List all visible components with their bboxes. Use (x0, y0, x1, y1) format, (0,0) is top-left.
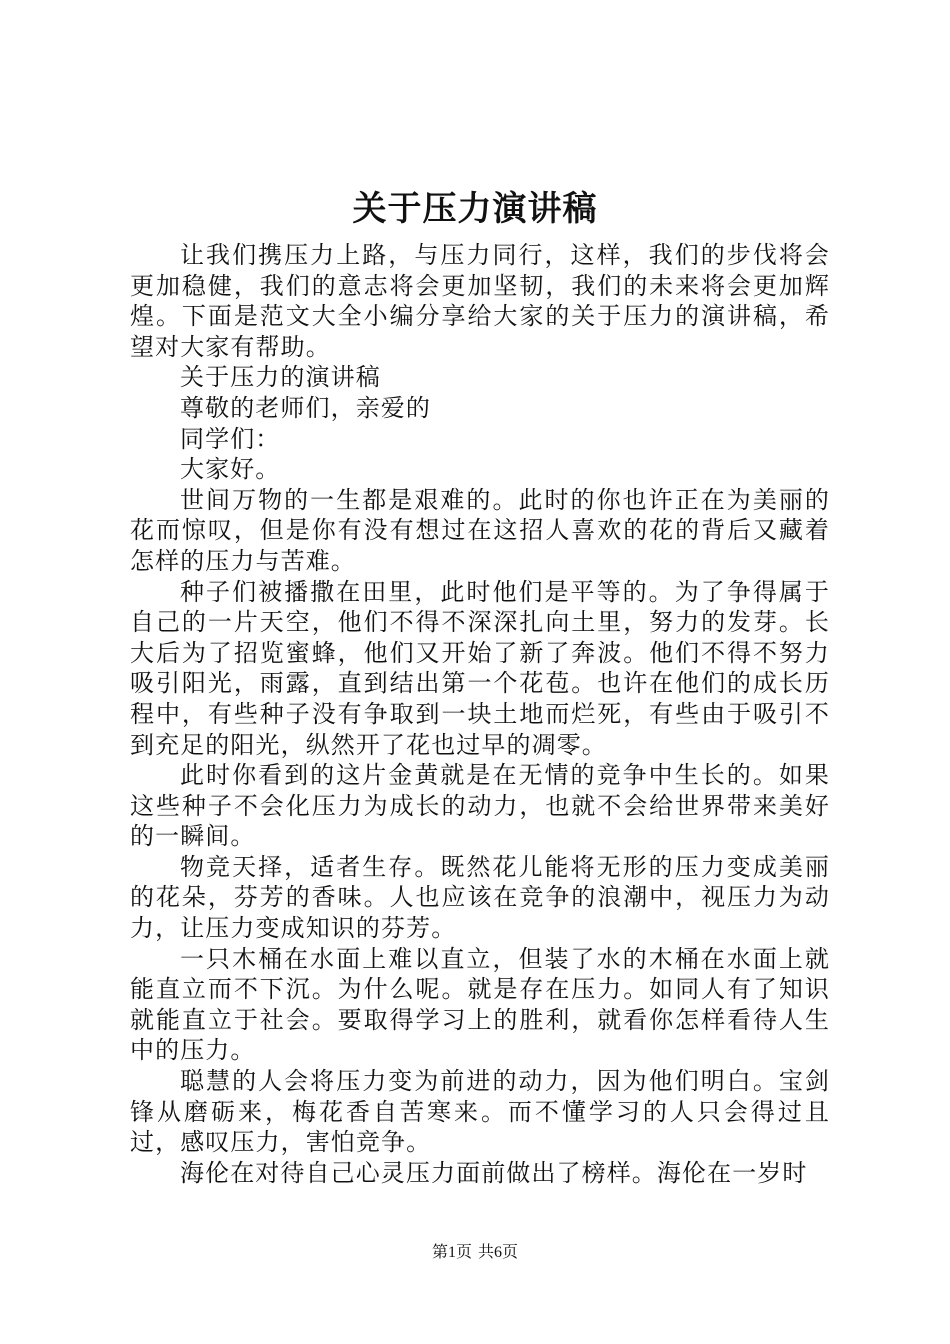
page-number: 第1页 (431, 1244, 472, 1261)
paragraph-body: 一只木桶在水面上难以直立，但装了水的木桶在水面上就能直立而不下沉。为什么呢。就是存在压力。如同人有了知识就能直立于社会。要取得学习上的胜利，就看你怎样看待人生中的压力。 (130, 944, 830, 1065)
paragraph-salutation-students: 同学们： (180, 424, 281, 453)
paragraph-salutation-teachers: 尊敬的老师们，亲爱的 (180, 393, 431, 422)
paragraph-body: 海伦在对待自己心灵压力面前做出了榜样。海伦在一岁时 (180, 1158, 808, 1187)
paragraph-greeting: 大家好。 (180, 455, 281, 484)
paragraph-body: 种子们被播撒在田里，此时他们是平等的。为了争得属于自己的一片天空，他们不得不深深扎向土里，努力的发芽。长大后为了招览蜜蜂，他们又开始了新了奔波。他们不得不努力吸引阳光，雨露，直到结出第一个花苞。也许在他们的成长历程中，有些种子没有争取到一块土地而烂死，有些由于吸引不到充足的阳光，纵然开了花也过早的凋零。 (130, 577, 830, 759)
paragraph-speech-title: 关于压力的演讲稿 (180, 363, 381, 392)
page-footer (0, 1242, 950, 1264)
paragraph-body: 物竞天择，适者生存。既然花儿能将无形的压力变成美丽的花朵，芬芳的香味。人也应该在竞争的浪潮中，视压力为动力，让压力变成知识的芬芳。 (130, 852, 830, 943)
paragraph-body: 此时你看到的这片金黄就是在无情的竞争中生长的。如果这些种子不会化压力为成长的动力，也就不会给世界带来美好的一瞬间。 (130, 761, 830, 851)
paragraph-body: 聪慧的人会将压力变为前进的动力，因为他们明白。宝剑锋从磨砺来，梅花香自苦寒来。而不懂学习的人只会得过且过，感叹压力，害怕竞争。 (130, 1067, 830, 1157)
page-total: 共6页 (478, 1244, 519, 1261)
paragraph-body: 世间万物的一生都是艰难的。此时的你也许正在为美丽的花而惊叹，但是你有没有想过在这招人喜欢的花的背后又藏着怎样的压力与苦难。 (130, 485, 830, 575)
paragraph-intro: 让我们携压力上路，与压力同行，这样，我们的步伐将会更加稳健，我们的意志将会更加坚韧，我们的未来将会更加辉煌。下面是范文大全小编分享给大家的关于压力的演讲稿，希望对大家有帮助。 (130, 241, 830, 361)
document-body (130, 240, 830, 1188)
document-title: 关于压力演讲稿 (352, 189, 598, 229)
